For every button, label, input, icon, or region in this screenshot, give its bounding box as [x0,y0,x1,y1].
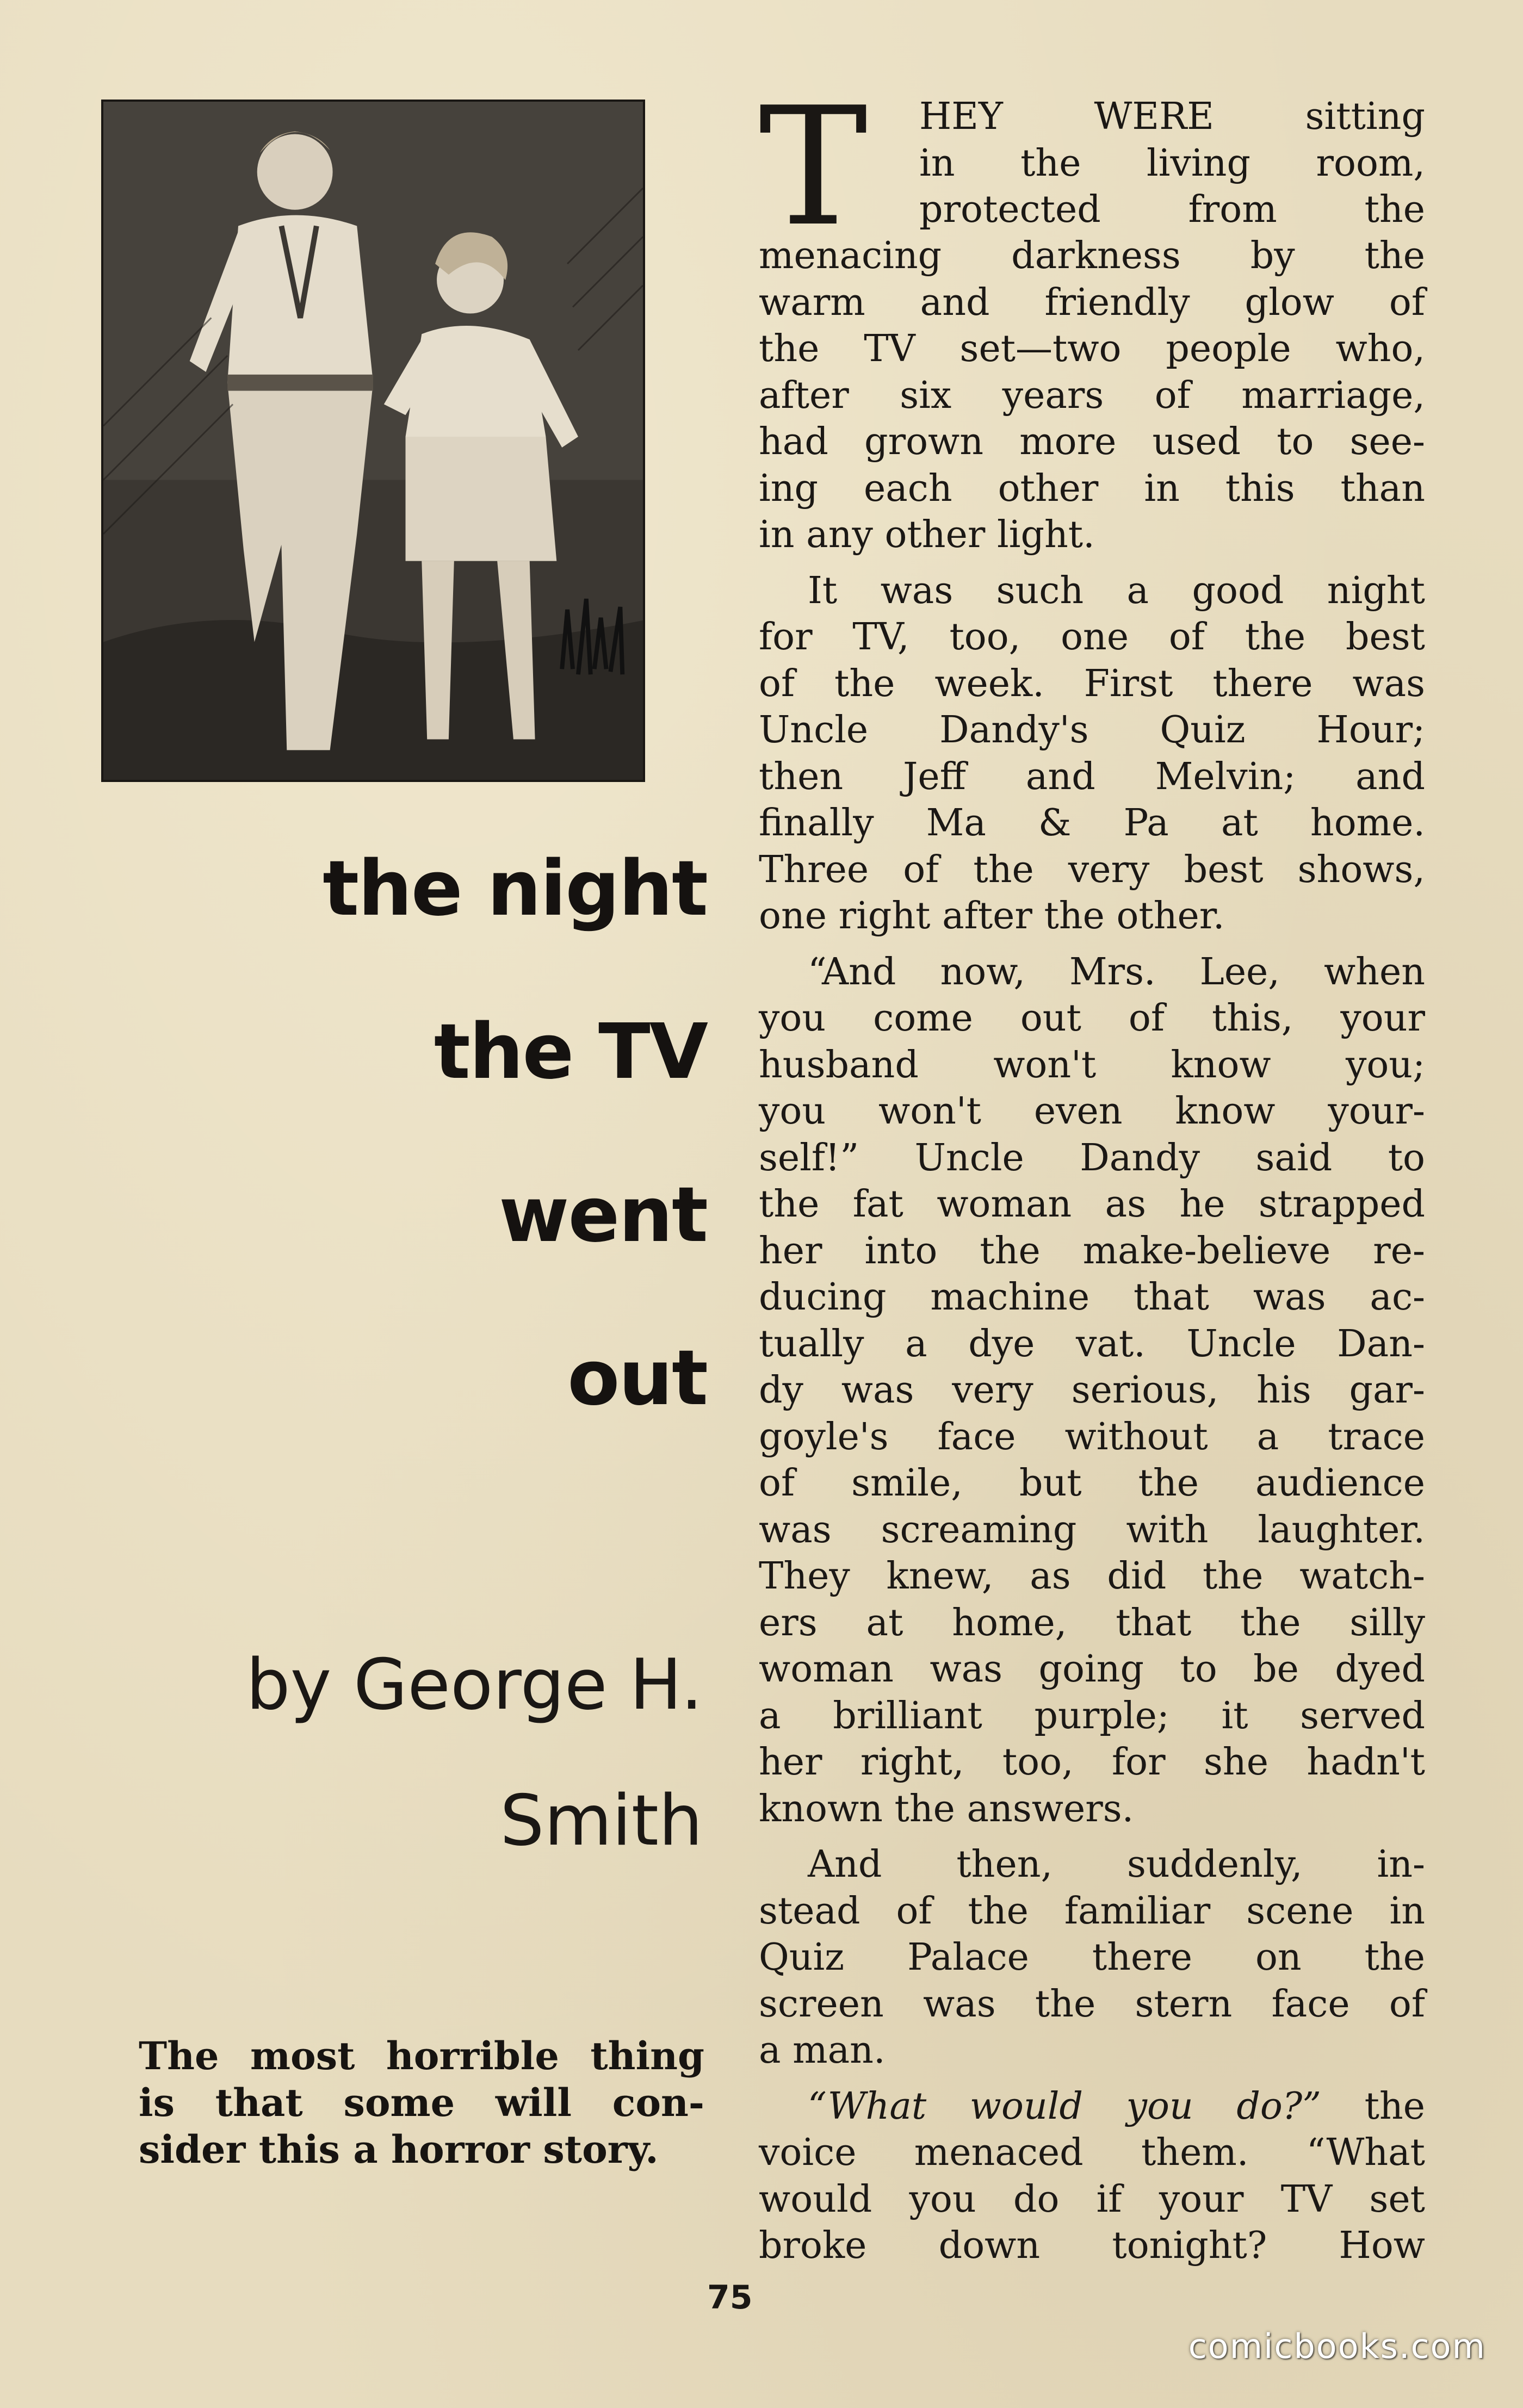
body-line: menacing darkness by the [759,234,1425,277]
paragraph-4 [759,1841,1425,2074]
body-line: dy was very serious, his gar- [759,1369,1425,1412]
drop-cap: T [759,72,868,262]
body-line: warm and friendly glow of [759,281,1425,324]
body-line: ers at home, that the silly [759,1601,1425,1644]
body-line: the fat woman as he strapped [759,1183,1425,1226]
body-line: It was such a good night [808,569,1425,612]
body-line: had grown more used to see- [759,420,1425,463]
author-byline-line-2: Smith [500,1780,703,1861]
paragraph-1 [759,72,1425,558]
site-watermark: comicbooks.com [1188,2326,1486,2366]
body-line: one right after the other. [759,895,1225,938]
body-line: stead of the familiar scene in [759,1889,1425,1933]
story-title-line-2: the TV [434,1008,707,1096]
body-line: They knew, as did the watch- [759,1555,1425,1598]
paragraph-5 [759,2083,1425,2269]
body-line: “And now, Mrs. Lee, when [808,950,1425,994]
story-teaser [139,2033,704,2173]
body-line: in any other light. [759,513,1095,556]
body-line: screen was the stern face of [759,1982,1425,2026]
body-line: tually a dye vat. Uncle Dan- [759,1322,1425,1366]
paragraph-3 [759,949,1425,1833]
couple-walking-illustration [101,100,645,782]
body-line: after six years of marriage, [759,374,1425,417]
body-line: Uncle Dandy's Quiz Hour; [759,709,1425,752]
body-line: finally Ma & Pa at home. [759,802,1425,845]
italic-question: “What would you do?” [808,2084,1322,2128]
body-line: would you do if your TV set [759,2177,1425,2221]
teaser-line: is that some will con- [139,2080,704,2125]
body-line: her into the make-believe re- [759,1229,1425,1273]
body-line: broke down tonight? How [759,2224,1425,2267]
body-line: HEY WERE sitting [919,95,1425,138]
body-line: Three of the very best shows, [759,848,1425,891]
body-line: And then, suddenly, in- [808,1843,1425,1886]
body-line: Quiz Palace there on the [759,1936,1425,1979]
body-line: husband won't know you; [759,1043,1425,1087]
body-line: self!” Uncle Dandy said to [759,1136,1425,1180]
body-line: ducing machine that was ac- [759,1276,1425,1319]
teaser-line: The most horrible thing [139,2033,704,2078]
page-number: 75 [707,2279,753,2317]
body-line: her right, too, for she hadn't [759,1741,1425,1784]
story-title-line-4: out [567,1334,707,1423]
body-line: you come out of this, your [759,997,1425,1040]
body-line: then Jeff and Melvin; and [759,755,1425,798]
body-line: a man. [759,2029,886,2072]
body-line: for TV, too, one of the best [759,616,1425,659]
body-line: of the week. First there was [759,662,1425,705]
body-line: woman was going to be dyed [759,1648,1425,1691]
author-byline-line-1: by George H. [246,1644,703,1726]
story-title-line-1: the night [323,845,707,933]
body-line: protected from the [919,188,1425,231]
paragraph-2 [759,568,1425,940]
teaser-line: sider this a horror story. [139,2127,659,2172]
body-line: the TV set—two people who, [759,327,1425,370]
body-line: was screaming with laughter. [759,1508,1425,1551]
body-line: in the living room, [919,141,1425,185]
body-line: known the answers. [759,1787,1134,1830]
body-line-rest: the [1321,2084,1425,2128]
body-line: goyle's face without a trace [759,1415,1425,1459]
body-line: ing each other in this than [759,467,1425,510]
body-line: of smile, but the audience [759,1462,1425,1505]
body-line: voice menaced them. “What [759,2131,1425,2174]
body-line [759,2083,1425,2130]
dropcap-lines [919,94,1425,233]
body-line: you won't even know your- [759,1090,1425,1133]
body-line: a brilliant purple; it served [759,1694,1425,1737]
story-body-column [759,72,1425,2279]
story-title-line-3: went [499,1171,707,1259]
